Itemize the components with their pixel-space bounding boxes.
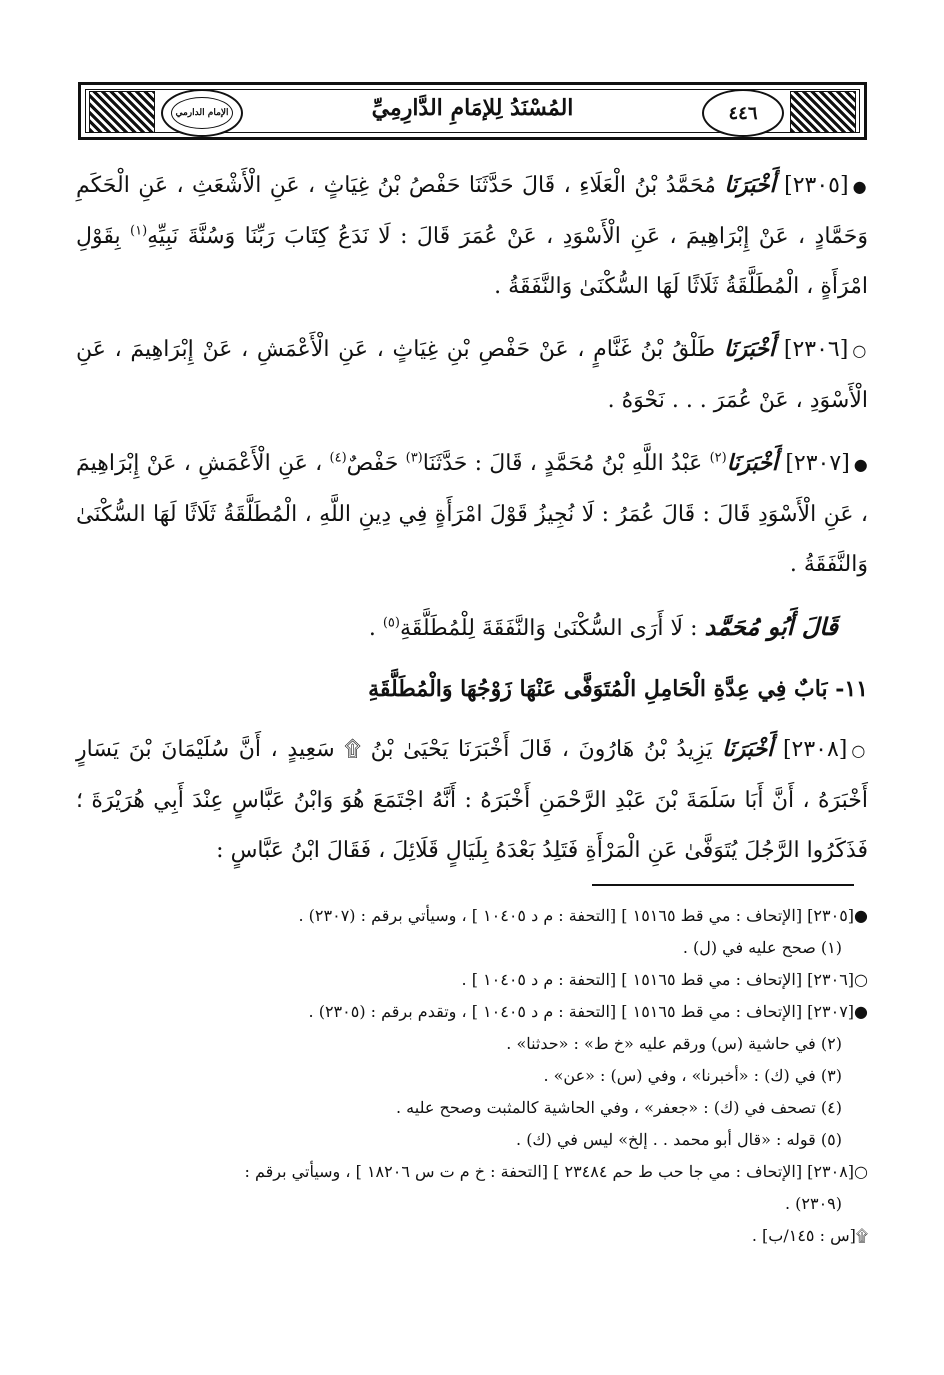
running-title: المُسْنَدُ لِلإمَامِ الدَّارِمِيِّ (371, 95, 574, 121)
bullet-filled-icon: ● (852, 177, 868, 196)
footnote-manuscript-marker: ۩[س : ١٤٥/ب] . (751, 1226, 868, 1245)
footnote-5: (٥) قوله : «قال أبو محمد . . إلخ» ليس في (ك) . (516, 1130, 842, 1149)
footnotes (76, 900, 868, 1252)
hadith-text: يَزِيدُ بْنُ هَارُونَ ، قَالَ أَخْبَرَنَا يَحْيَىٰ بْنُ ۩ سَعِيدٍ ، أَنَّ سُلَيْمَانَ بْنَ يَسَارٍ أَخْبَرَهُ ، أَنَّ أَبَا سَلَمَةَ بْنَ عَبْدِ الرَّحْمَنِ أَخْبَرَهُ : أَنَّهُ اجْتَمَعَ هُوَ وَابْنُ عَبَّاسٍ عِنْدَ أَبِي هُرَيْرَةَ ؛ فَذَكَرُوا الرَّجُلَ يُتَوَفَّىٰ عَنِ الْمَرْأَةِ فَتَلِدُ بَعْدَهُ بِلَيَالٍ قَلَائِلَ ، فَقَالَ ابْنُ عَبَّاسٍ : (76, 737, 868, 863)
hadith-number: [٢٣٠٦] (783, 337, 849, 362)
hadith-text-a: عَبْدُ اللَّهِ بْنُ مُحَمَّدٍ ، قَالَ : حَدَّثَنَا (422, 451, 703, 476)
footnote-2307: ●[٢٣٠٧] [الإتحاف : مي قط ١٥١٦٥ ] [التحفة : م د ١٠٤٠٥ ] ، وتقدم برقم : (٢٣٠٥) . (308, 1002, 868, 1021)
hadith-text: طَلْقُ بْنُ غَنَّامٍ ، عَنْ حَفْصِ بْنِ غِيَاثٍ ، عَنِ الْأَعْمَشِ ، عَنْ إِبْرَاهِيمَ ، عَنِ الْأَسْوَدِ ، عَنْ عُمَرَ . . . نَحْوَهُ . (76, 337, 868, 413)
qala-abu-muhammad (76, 602, 868, 654)
footnote-ref-3: (٣) (405, 450, 423, 466)
footnote-3: (٣) في (ك) : «أخبرنا» ، وفي (س) : «عن» . (543, 1066, 842, 1085)
page-header (78, 82, 867, 140)
footnote-2308-cont: (٢٣٠٩) . (784, 1194, 842, 1213)
hadith-2306 (76, 324, 868, 426)
hadith-number: [٢٣٠٧] (785, 451, 850, 476)
bullet-filled-icon: ● (853, 455, 869, 474)
page-number-text: ٤٤٦ (728, 102, 758, 124)
hadith-2307 (76, 438, 868, 590)
footnote-ref-2: (٢) (709, 450, 727, 466)
hadith-number: [٢٣٠٥] (784, 173, 849, 198)
bullet-hollow-icon: ○ (852, 341, 868, 360)
main-text (76, 160, 868, 888)
keyword-akhbarana: أَخْبَرَنَا (726, 450, 779, 476)
keyword-akhbarana: أَخْبَرَنَا (724, 172, 776, 198)
hadith-text-c: ، عَنِ الْأَعْمَشِ ، عَنْ إِبْرَاهِيمَ ، عَنِ الْأَسْوَدِ قَالَ : قَالَ عُمَرُ : لَا نُجِيزُ قَوْلَ امْرَأَةٍ فِي دِينِ اللَّهِ ، الْمُطَلَّقَةُ ثَلَاثًا لَهَا السُّكْنَىٰ وَالنَّفَقَةُ . (76, 451, 868, 577)
hadith-number: [٢٣٠٨] (782, 737, 848, 762)
footnote-2306: ○[٢٣٠٦] [الإتحاف : مي قط ١٥١٦٥ ] [التحفة : م د ١٠٤٠٥ ] . (461, 970, 868, 989)
footnote-2308: ○[٢٣٠٨] [الإتحاف : مي جا حب ط حم ٢٣٤٨٤ ] [التحفة : خ م ت س ١٨٢٠٦ ] ، وسيأتي برقم : (244, 1162, 868, 1181)
bullet-hollow-icon: ○ (851, 741, 868, 760)
hadith-2308 (76, 724, 868, 876)
footnote-ref-4: (٤) (329, 450, 347, 466)
qala-text: : لَا أَرَى السُّكْنَىٰ وَالنَّفَقَةَ لِلْمُطَلَّقَةِ (399, 616, 698, 641)
footnote-divider (592, 884, 854, 886)
footnote-2: (٢) في حاشية (س) ورقم عليه «خ ط» : «حدثنا» . (506, 1034, 842, 1053)
qala-end: . (368, 616, 376, 641)
hadith-text-cont: بِقَوْلِ امْرَأَةٍ ، الْمُطَلَّقَةُ ثَلَاثًا لَهَا السُّكْنَىٰ وَالنَّفَقَةُ . (76, 224, 868, 299)
hadith-text: مُحَمَّدُ بْنُ الْعَلَاءِ ، قَالَ حَدَّثَنَا حَفْصُ بْنُ غِيَاثٍ ، عَنِ الْأَشْعَثِ ، عَنِ الْحَكَمِ وَحَمَّادٍ ، عَنْ إِبْرَاهِيمَ ، عَنِ الْأَسْوَدِ ، عَنْ عُمَرَ قَالَ : لَا نَدَعُ كِتَابَ رَبِّنَا وَسُنَّةَ نَبِيِّهِ (76, 173, 868, 249)
keyword-akhbarana: أَخْبَرَنَا (721, 736, 774, 762)
footnote-ref-1: (١) (130, 223, 148, 239)
keyword-akhbarana: أَخْبَرَنَا (723, 336, 776, 362)
footnote-1: (١) صحح عليه في (ل) . (682, 938, 842, 957)
hadith-text-b: حَفْصٌ (346, 451, 399, 476)
section-heading: ١١- بَابٌ فِي عِدَّةِ الْحَامِلِ الْمُتَوَفَّى عَنْهَا زَوْجُهَا وَالْمُطَلَّقَةِ (368, 676, 868, 702)
qala-label: قَالَ أَبُو مُحَمَّد (704, 612, 838, 641)
hadith-2305 (76, 160, 868, 312)
footnote-ref-5: (٥) (382, 615, 400, 631)
footnote-2305: ●[٢٣٠٥] [الإتحاف : مي قط ١٥١٦٥ ] [التحفة : م د ١٠٤٠٥ ] ، وسيأتي برقم : (٢٣٠٧) . (298, 906, 868, 925)
seal-inner: الإمام الدارمي (171, 97, 233, 129)
footnote-4: (٤) تصحف في (ك) : «جعفر» ، وفي الحاشية كالمثبت وصحح عليه . (396, 1098, 842, 1117)
